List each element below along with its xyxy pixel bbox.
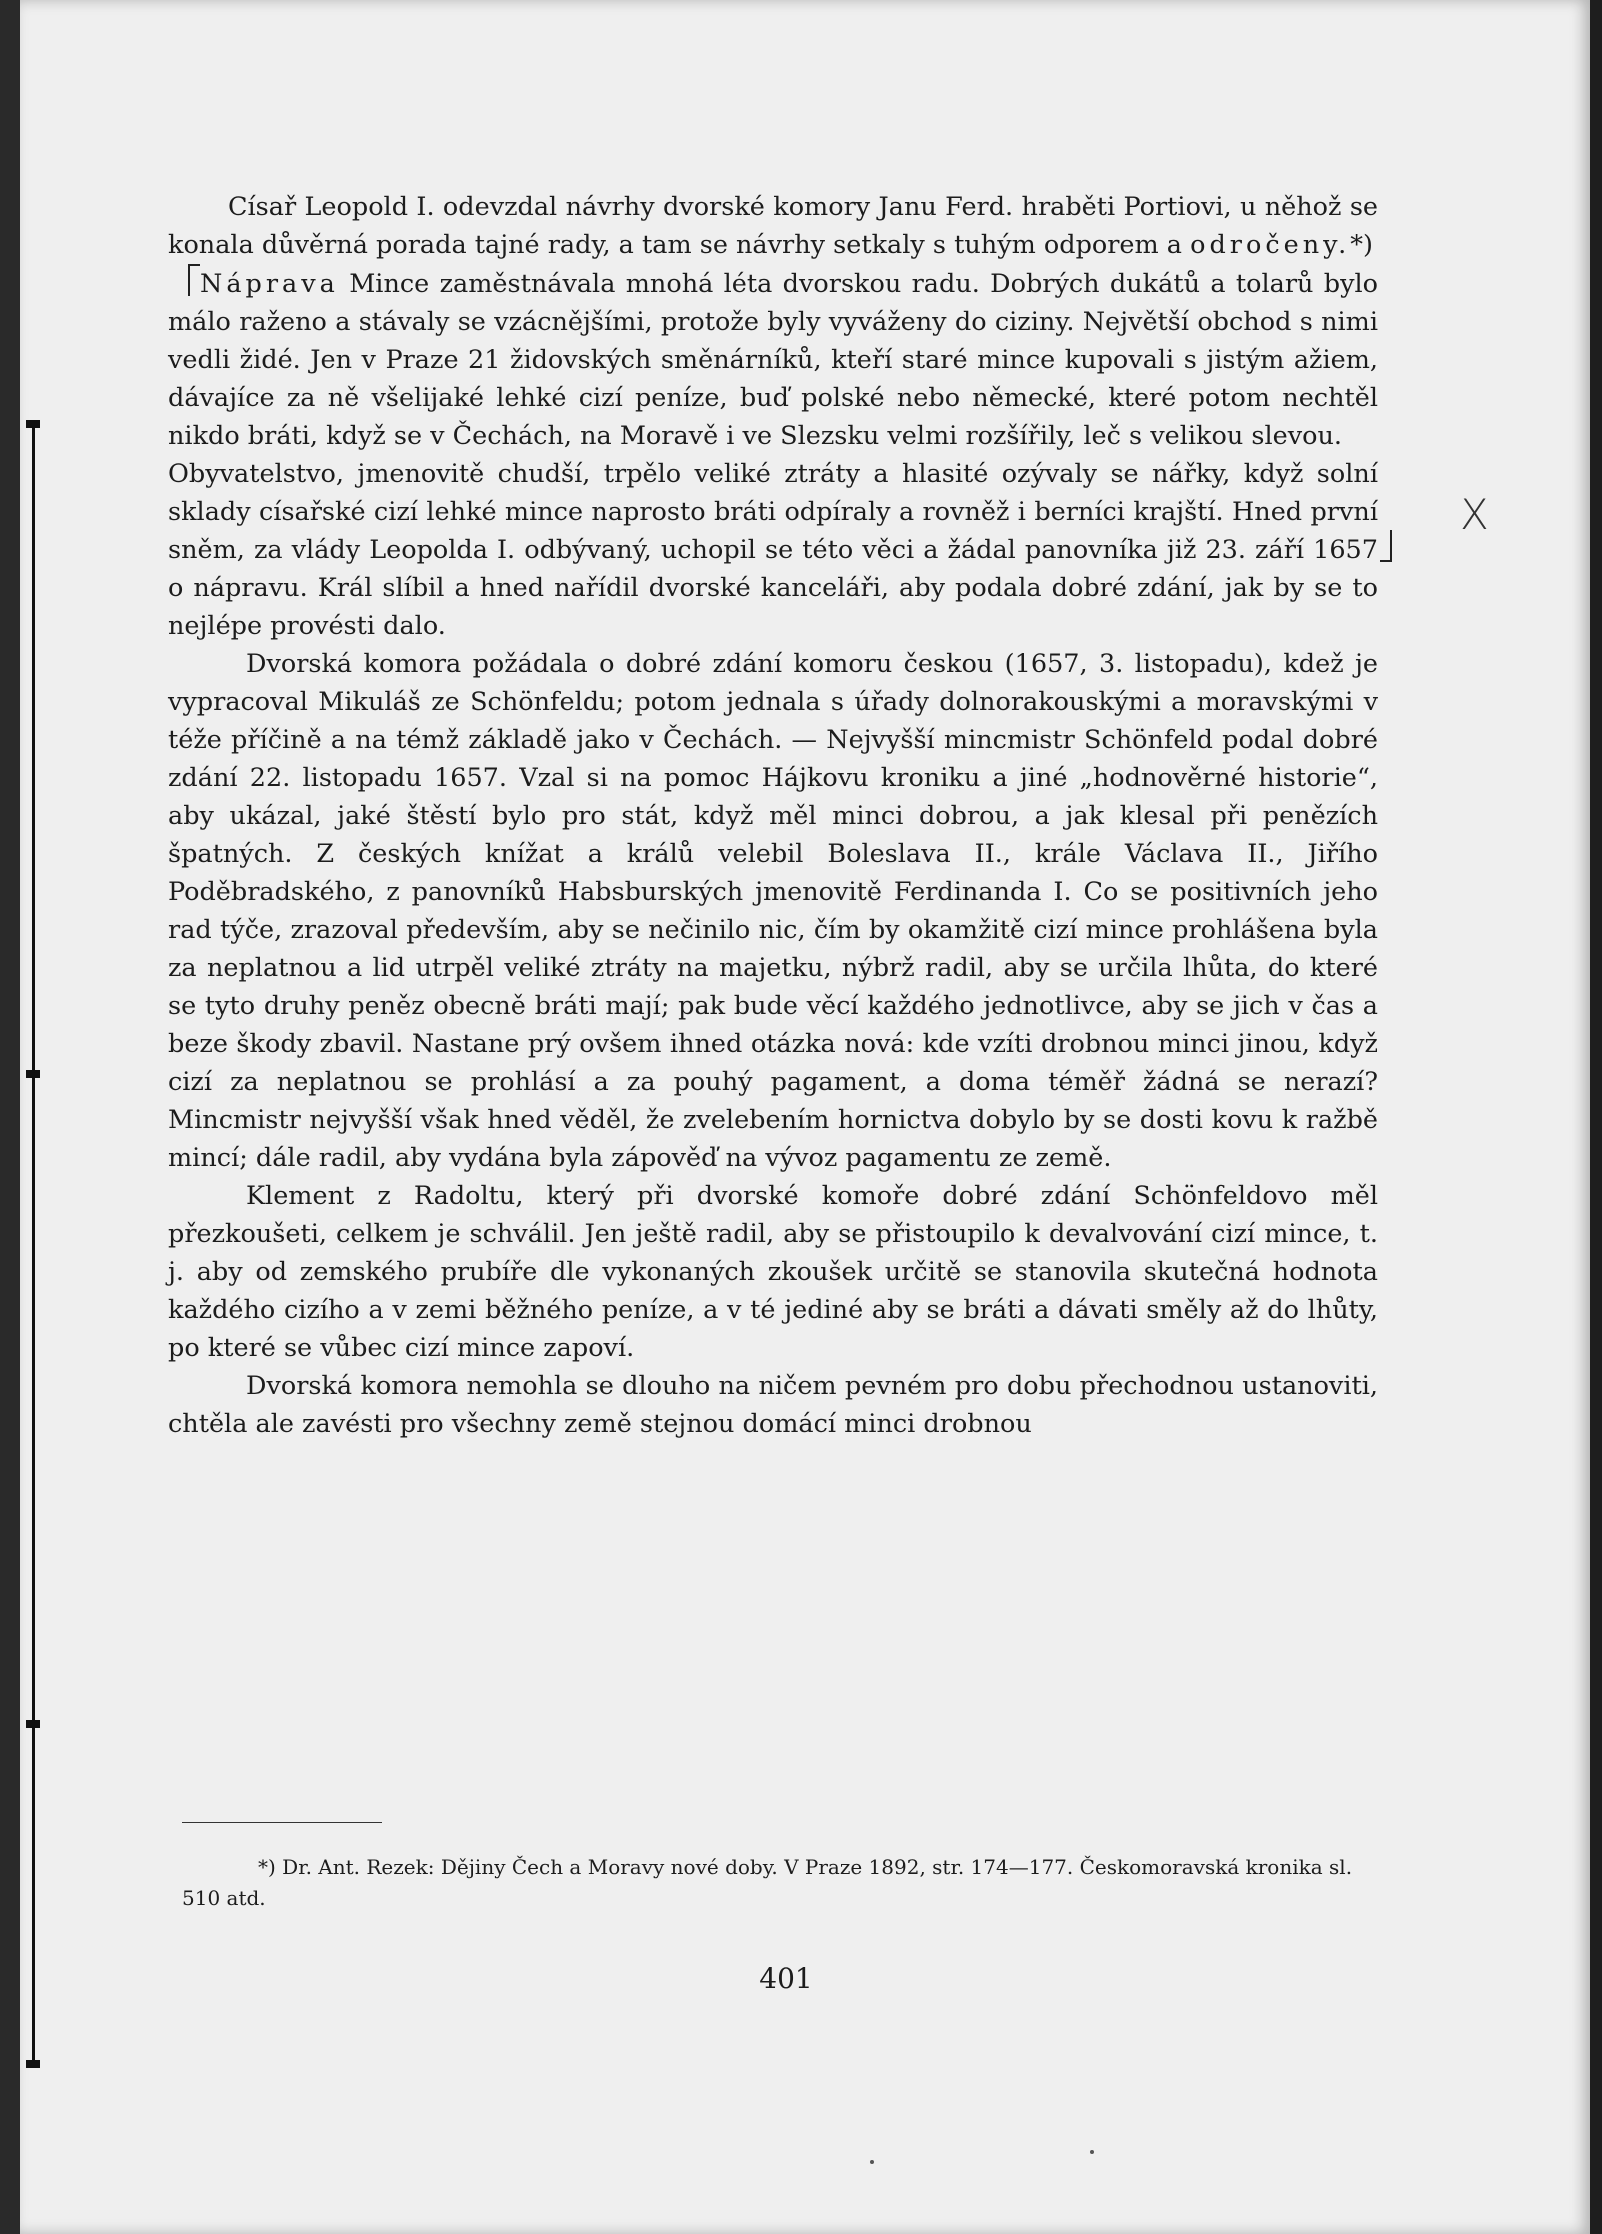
paragraph: Klement z Radoltu, který při dvorské komoře dobré zdání Schönfeldovo měl přezkoušeti, celkem je schválil. Jen ještě radil, aby se přistoupilo k devalvování cizí mince, t. j. aby od zemského prubíře dle vykonaných zkoušek určitě se stanovila skutečná hodnota každého cizího a v zemi běžného peníze, a v té jediné aby se bráti a dávati směly až do lhůty, po které se vůbec cizí mince zapoví.	[168, 1181, 1378, 1363]
page-number: 401	[759, 1962, 813, 1995]
paragraph: Dvorská komora požádala o dobré zdání komoru českou (1657, 3. listopadu), kdež je vypracoval Mikuláš ze Schönfeldu; potom jednala s úřady dolnorakouskými a moravskými v téže příčině a na témž základě jako v Čechách. — Nejvyšší mincmistr Schönfeld podal dobré zdání 22. listopadu 1657. Vzal si na pomoc Hájkovu kroniku a jiné „hodnověrné historie“, aby ukázal, jaké štěstí bylo pro stát, když měl minci dobrou, a jak klesal při penězích špatných. Z českých knížat a králů velebil Boleslava II., krále Václava II., Jiřího Poděbradského, z panovníků Habsburských jmenovitě Ferdinanda I. Co se positivních jeho rad týče, zrazoval především, aby se nečinilo nic, čím by okamžitě cizí mince prohlášena byla za neplatnou a lid utrpěl veliké ztráty na majetku, nýbrž radil, aby se určila lhůta, do které se tyto druhy peněz obecně bráti mají; pak bude věcí každého jednotlivce, aby se jich v čas a beze škody zbavil. Nastane prý ovšem ihned otázka nová: kde vzíti drobnou minci jinou, když cizí za neplatnou se prohlásí a za pouhý pagament, a doma téměř žádná se nerazí? Mincmistr nejvyšší však hned věděl, že zvelebením hornictva dobylo by se dosti kovu k ražbě mincí; dále radil, aby vydána byla zápověď na vývoz pagamentu ze země.	[168, 649, 1378, 1173]
paragraph: Císař Leopold I. odevzdal návrhy dvorské komory Janu Ferd. hraběti Portiovi, u něhož se konala důvěrná porada tajné rady, a tam se návrhy setkaly s tuhým odporem a odročeny.*)	[168, 192, 1378, 260]
footnote	[182, 1852, 1382, 1914]
margin-bracket-open	[188, 264, 200, 296]
book-binding	[0, 0, 22, 2234]
spine-tick	[26, 420, 40, 428]
footnote-text: Dr. Ant. Rezek: Dějiny Čech a Moravy nové doby. V Praze 1892, str. 174—177. Českomoravská kronika sl. 510 atd.	[182, 1855, 1353, 1910]
footnote-reference: *)	[1350, 230, 1373, 260]
spaced-word: Náprava	[200, 269, 339, 299]
speck	[870, 2160, 874, 2164]
margin-bracket-close	[1380, 530, 1392, 562]
book-page	[20, 0, 1590, 2234]
spine-line	[32, 420, 35, 2060]
paragraph: Náprava Mince zaměstnávala mnohá léta dvorskou radu. Dobrých dukátů a tolarů bylo málo raženo a stávaly se vzácnějšími, protože byly vyváženy do ciziny. Největší obchod s nimi vedli židé. Jen v Praze 21 židovských směnárníků, kteří staré mince kupovali s jistým ažiem, dávajíce za ně všelijaké lehké cizí peníze, buď polské nebo německé, které potom nechtěl nikdo bráti, když se v Čechách, na Moravě i ve Slezsku velmi rozšířily, leč s velikou slevou.	[168, 264, 1378, 455]
footnote-marker: *)	[258, 1855, 276, 1879]
speck	[1090, 2150, 1094, 2154]
footnote-rule	[182, 1822, 382, 1823]
paragraph: Obyvatelstvo, jmenovitě chudší, trpělo veliké ztráty a hlasité ozývaly se nářky, když solní sklady císařské cizí lehké mince naprosto bráti odpíraly a rovněž i berníci krajští. Hned první sněm, za vlády Leopolda I. odbývaný, uchopil se této věci a žádal panovníka již 23. září 1657 o nápravu. Král slíbil a hned nařídil dvorské kanceláři, aby podala dobré zdání, jak by se to nejlépe provésti dalo.	[168, 459, 1378, 641]
spaced-word: odročeny.	[1190, 230, 1351, 260]
paragraph: Dvorská komora nemohla se dlouho na ničem pevném pro dobu přechodnou ustanoviti, chtěla ale zavésti pro všechny země stejnou domácí minci drobnou	[168, 1371, 1378, 1439]
margin-annotation: X	[1460, 490, 1489, 539]
spine-tick	[26, 1720, 40, 1728]
spine-tick	[26, 2060, 40, 2068]
body-text	[168, 188, 1378, 1443]
spine-tick	[26, 1070, 40, 1078]
